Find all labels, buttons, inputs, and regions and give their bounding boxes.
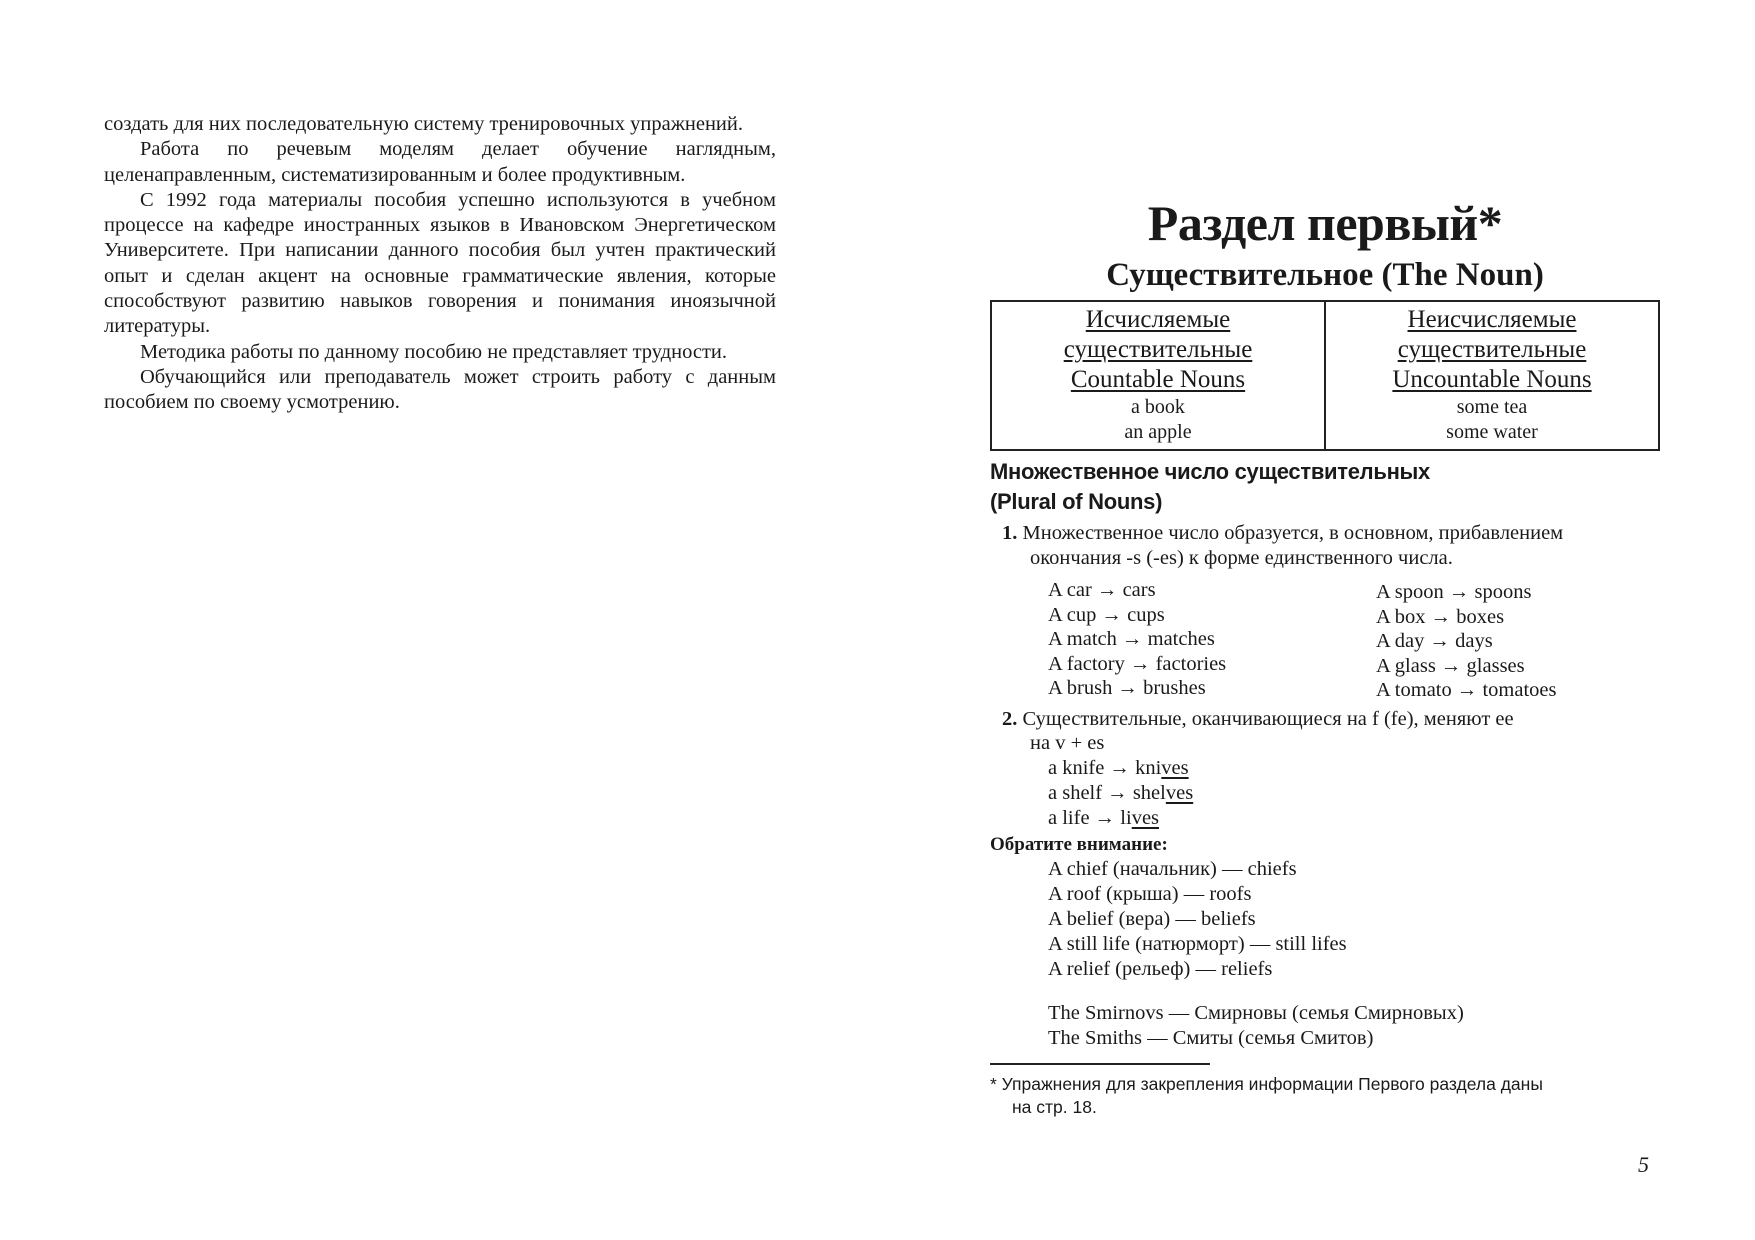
plural-heading-line: (Plural of Nouns) [990,489,1163,514]
example-item [1048,806,1660,831]
rule-1-examples [1048,578,1660,703]
rule-number: 1. [1002,522,1018,544]
uncountable-example: some water [1446,421,1538,443]
countable-title-en: Countable Nouns [1070,366,1246,393]
example-item: A belief (вера) — beliefs [1048,907,1256,930]
noun-types-table [990,300,1660,451]
example-item: A factory → factories [1048,652,1227,675]
example-item: A relief (рельеф) — reliefs [1048,957,1273,980]
section-title: Раздел первый* [1147,195,1503,251]
countable-title-ru-1: Исчисляемые [1085,306,1231,333]
footnote-divider [990,1063,1210,1065]
example-item [1048,756,1660,781]
right-page [990,195,1660,1119]
examples-right-column [1376,578,1656,703]
plural-ending: ves [1165,781,1194,804]
paragraph: С 1992 года материалы пособия успешно используются в учебном процессе на кафедре иностранных языков в Ивановском Энергетическом Университете. При написании данного пособия был учтен практический опыт и сделан акцент на основные грамматические явления, которые способствуют развитию навыков говорения и понимания иноязычной литературы. [104,188,776,338]
example-item: A roof (крыша) — roofs [1048,882,1252,905]
example-item: A cup → cups [1048,603,1165,626]
example-item: The Smirnovs — Смирновы (семья Смирновых) [1048,1001,1464,1024]
example-item: A day → days [1376,630,1493,652]
plural-heading [990,457,1660,517]
uncountable-example: some tea [1456,396,1528,418]
example-item [1048,781,1660,806]
countable-cell [991,301,1325,450]
paragraph: Обучающийся или преподаватель может строить работу с данным пособием по своему усмотрению. [104,365,776,414]
section-subtitle: Существительное (The Noun) [1106,257,1544,293]
countable-example: an apple [1124,421,1192,443]
plural-ending: ves [1131,806,1160,829]
countable-title-ru-2: существительные [1063,336,1253,363]
left-page [104,112,776,416]
rule-text: Существительные, оканчивающиеся на f (fe), меняют ее [1022,707,1514,730]
example-item: A chief (начальник) — chiefs [1048,857,1297,880]
uncountable-title-ru-1: Неисчисляемые [1407,306,1577,333]
example-item: A brush → brushes [1048,677,1206,699]
rule-2-examples [1048,756,1660,831]
uncountable-title-en: Uncountable Nouns [1392,366,1592,393]
example-item: A glass → glasses [1376,654,1525,677]
example-item: A box → boxes [1376,605,1505,628]
rule-text: окончания -s (-es) к форме единственного числа. [1030,546,1453,569]
rule-number: 2. [1002,707,1018,730]
rule-text: на v + es [1030,732,1105,754]
rule-2 [1002,707,1660,756]
footnote-text: на стр. 18. [1012,1096,1097,1117]
example-base: a shelf → shel [1048,781,1166,804]
example-item: A match → matches [1048,628,1215,650]
example-item: A still life (натюрморт) — still lifes [1048,932,1347,955]
example-base: a knife → kni [1048,756,1162,779]
footnote-text: * Упражнения для закрепления информации Первого раздела даны [990,1073,1543,1094]
spacer [1048,982,1660,1001]
example-item: A spoon → spoons [1376,581,1532,603]
footnote [990,1073,1660,1119]
note-examples [1048,857,1660,1051]
example-base: a life → li [1048,806,1132,829]
examples-left-column [1048,578,1376,703]
paragraph: Методика работы по данному пособию не представляет трудности. [140,340,728,363]
example-item: A tomato → tomatoes [1376,679,1557,701]
paragraph: Работа по речевым моделям делает обучение наглядным, целенаправленным, систематизированным и более продуктивным. [104,138,776,186]
rule-text: Множественное число образуется, в основном, прибавлением [1022,522,1564,544]
page-number: 5 [1638,1152,1649,1177]
uncountable-title-ru-2: существительные [1397,336,1587,363]
uncountable-cell [1325,301,1659,450]
plural-heading-line: Множественное число существительных [990,459,1430,484]
plural-ending: ves [1161,756,1189,779]
example-item: A car → cars [1048,579,1156,601]
rule-1 [1002,521,1660,570]
paragraph: создать для них последовательную систему тренировочных упражнений. [104,113,743,135]
example-item: The Smiths — Смиты (семья Смитов) [1048,1026,1374,1049]
note-heading: Обратите внимание: [990,833,1168,855]
countable-example: a book [1131,396,1185,418]
